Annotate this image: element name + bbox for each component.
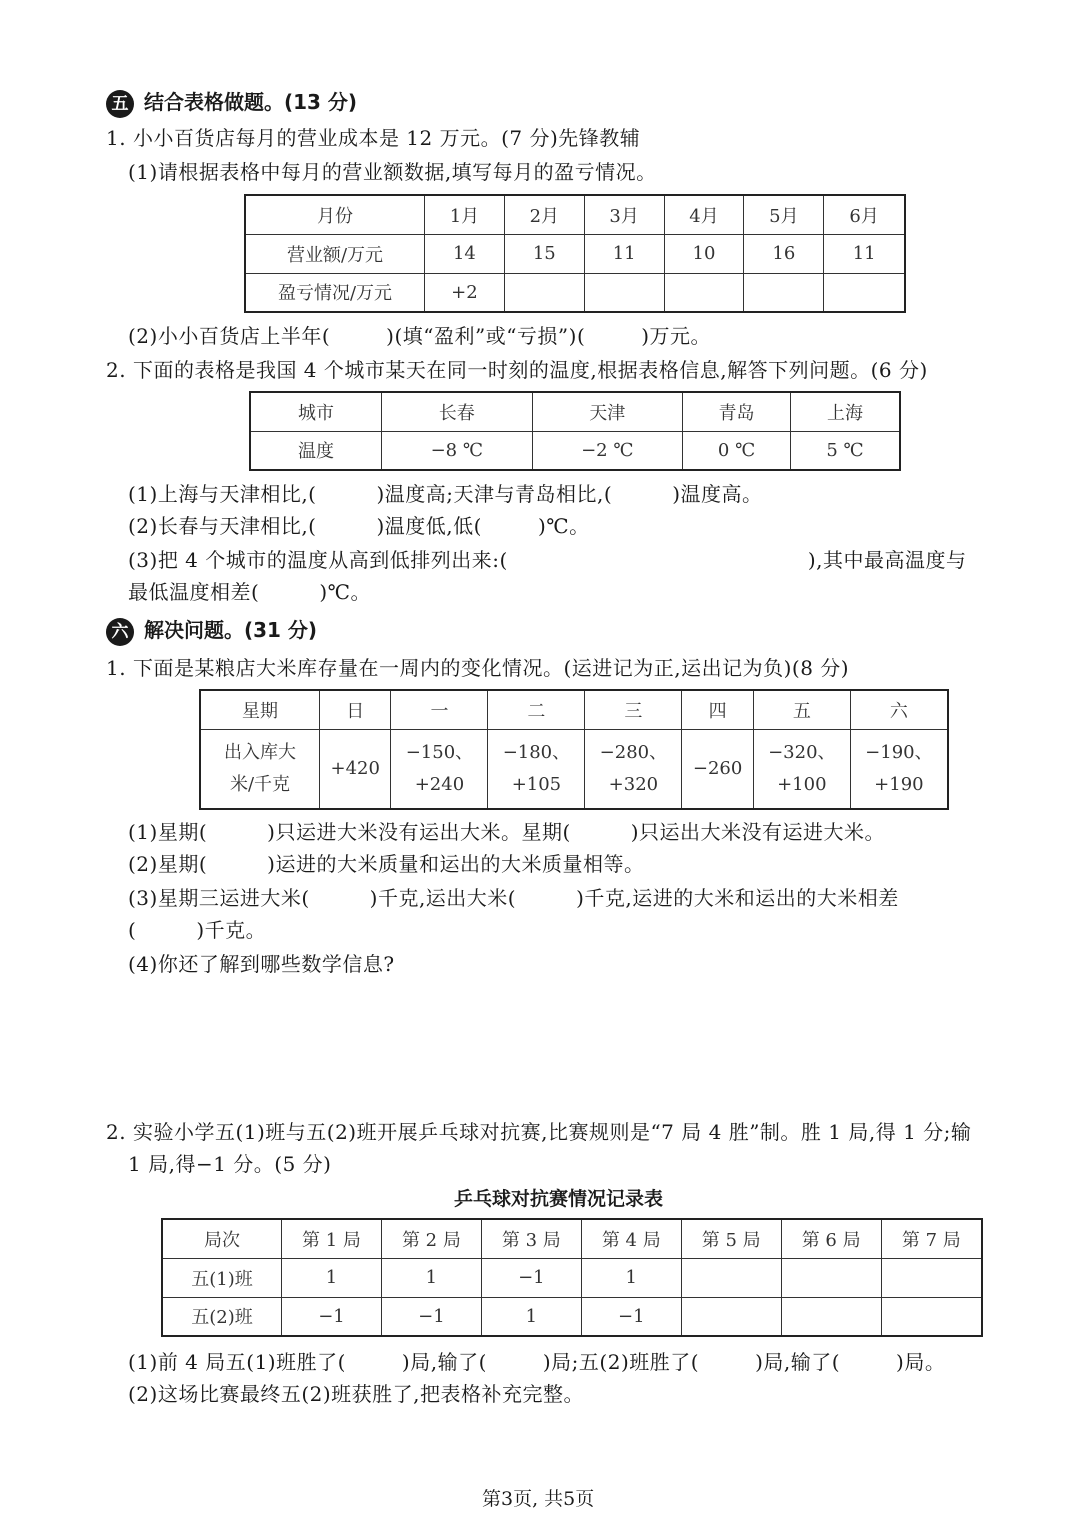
- table-header-cell: 青岛: [683, 392, 791, 431]
- table-cell: 14: [425, 234, 505, 273]
- table-header-cell: 5月: [744, 195, 824, 234]
- table-header-cell: 6月: [824, 195, 905, 234]
- table-header-cell: 第 2 局: [381, 1219, 481, 1258]
- table-cell: [320, 729, 391, 809]
- cell-line: −280、: [599, 741, 668, 763]
- s6-q2-stem-a: 2. 实验小学五(1)班与五(2)班开展乒乓球对抗赛,比赛规则是“7 局 4 胜”制。胜 1 局,得 1 分;输: [106, 1120, 972, 1144]
- text-part: )℃。: [537, 514, 590, 538]
- text-part: (2)星期(: [128, 852, 208, 876]
- table-header-cell: 局次: [162, 1219, 282, 1258]
- table-row-label: [200, 729, 320, 809]
- answer-cell[interactable]: [824, 273, 905, 312]
- table-cell: 1: [581, 1258, 681, 1297]
- table-cell: [391, 729, 488, 809]
- s5-q1-sub2: [128, 322, 711, 350]
- table-header-cell: 4月: [664, 195, 744, 234]
- text-part: )千克。: [196, 918, 267, 942]
- label-line: 米/千克: [229, 773, 291, 795]
- text-part: (1)上海与天津相比,(: [128, 482, 317, 506]
- table-cell: 1: [282, 1258, 382, 1297]
- text-part: (3)星期三运进大米(: [128, 886, 310, 910]
- s5-q2-sub3a: [128, 546, 966, 574]
- s6-q1-sub1: [128, 818, 885, 846]
- table-header-cell: 第 1 局: [282, 1219, 382, 1258]
- table-header-cell: 上海: [791, 392, 900, 431]
- table-cell: 五(1)班: [162, 1258, 282, 1297]
- text-part: (1)前 4 局五(1)班胜了(: [128, 1350, 346, 1374]
- table-cell: [488, 729, 585, 809]
- cell-line: −260: [692, 757, 743, 779]
- cell-line: −190、: [865, 741, 933, 763]
- answer-cell[interactable]: [681, 1258, 781, 1297]
- section-6-title: 解决问题。(31 分): [144, 618, 318, 642]
- table-header-cell: 一: [391, 690, 488, 729]
- page-footer: 第3页, 共5页: [482, 1488, 595, 1510]
- table-header-cell: 天津: [532, 392, 683, 431]
- answer-cell[interactable]: [881, 1297, 982, 1336]
- table-cell: +2: [425, 273, 505, 312]
- s5-q1-stem: 1. 小小百货店每月的营业成本是 12 万元。(7 分)先锋教辅: [106, 126, 641, 150]
- text-part: )千克,运出大米(: [369, 886, 517, 910]
- text-part: )只运出大米没有运进大米。: [630, 820, 886, 844]
- text-part: )运进的大米质量和运出的大米质量相等。: [267, 852, 645, 876]
- text-part: (2)小小百货店上半年(: [128, 324, 331, 348]
- cell-line: −320、: [768, 741, 836, 763]
- table-header-cell: 三: [585, 690, 682, 729]
- table-header-cell: 长春: [382, 392, 533, 431]
- text-part: )(填“盈利”或“亏损”)(: [386, 324, 586, 348]
- text-part: )温度高。: [672, 482, 763, 506]
- cell-line: +320: [608, 773, 659, 795]
- table-header-cell: 星期: [200, 690, 320, 729]
- answer-cell[interactable]: [681, 1297, 781, 1336]
- table-cell: [850, 729, 948, 809]
- s6-q2-stem-b: 1 局,得−1 分。(5 分): [128, 1152, 332, 1176]
- temperature-table: [249, 391, 901, 471]
- text-part: )局,输了(: [401, 1350, 487, 1374]
- cell-line: −150、: [405, 741, 474, 763]
- table-cell: 11: [824, 234, 905, 273]
- s5-q2-sub1: [128, 480, 763, 508]
- section-6-badge: 六: [106, 618, 134, 646]
- answer-cell[interactable]: [664, 273, 744, 312]
- text-part: ),其中最高温度与: [807, 548, 967, 572]
- text-part: 最低温度相差(: [128, 580, 260, 604]
- s5-q1-sub1: (1)请根据表格中每月的营业额数据,填写每月的盈亏情况。: [128, 160, 657, 184]
- table-cell: 10: [664, 234, 744, 273]
- table-header-cell: 第 6 局: [781, 1219, 881, 1258]
- s6-q1-sub4: (4)你还了解到哪些数学信息?: [128, 952, 395, 976]
- table-header-cell: 1月: [425, 195, 505, 234]
- table-cell: 五(2)班: [162, 1297, 282, 1336]
- cell-line: −180、: [502, 741, 571, 763]
- cell-line: +100: [777, 773, 827, 795]
- table-cell: [682, 729, 753, 809]
- table-cell: 11: [584, 234, 664, 273]
- section-6-header: [106, 616, 317, 646]
- s5-q2-stem: 2. 下面的表格是我国 4 个城市某天在同一时刻的温度,根据表格信息,解答下列问题。(6 分): [106, 358, 928, 382]
- table-cell: 16: [744, 234, 824, 273]
- text-part: )局,输了(: [755, 1350, 841, 1374]
- table-cell: 温度: [250, 431, 382, 470]
- table-cell: 1: [481, 1297, 581, 1336]
- table-header-cell: 二: [488, 690, 585, 729]
- table-header-cell: 月份: [245, 195, 425, 234]
- table-cell: 盈亏情况/万元: [245, 273, 425, 312]
- table-header-cell: 五: [753, 690, 850, 729]
- table-cell: [585, 729, 682, 809]
- answer-cell[interactable]: [881, 1258, 982, 1297]
- answer-cell[interactable]: [781, 1258, 881, 1297]
- table-cell: 0 ℃: [683, 431, 791, 470]
- answer-cell[interactable]: [504, 273, 584, 312]
- section-5-header: [106, 88, 357, 118]
- table-header-cell: 第 3 局: [481, 1219, 581, 1258]
- table-header-cell: 日: [320, 690, 391, 729]
- text-part: )千克,运进的大米和运出的大米相差: [576, 886, 899, 910]
- s6-q1-sub3a: [128, 884, 899, 912]
- table-header-cell: 3月: [584, 195, 664, 234]
- pingpong-table: [161, 1218, 983, 1337]
- table-cell: [753, 729, 850, 809]
- table-cell: −2 ℃: [532, 431, 683, 470]
- text-part: (1)星期(: [128, 820, 208, 844]
- label-line: 出入库大: [224, 741, 296, 763]
- s6-q2-sub1: [128, 1348, 945, 1376]
- table-header-cell: 2月: [504, 195, 584, 234]
- table-header-cell: 第 7 局: [881, 1219, 982, 1258]
- table-cell: 营业额/万元: [245, 234, 425, 273]
- table-cell: −1: [481, 1258, 581, 1297]
- cell-line: +240: [414, 773, 465, 795]
- table-cell: −1: [581, 1297, 681, 1336]
- text-part: )温度低,低(: [376, 514, 482, 538]
- text-part: )℃。: [319, 580, 371, 604]
- table-cell: 15: [504, 234, 584, 273]
- table-cell: 5 ℃: [791, 431, 900, 470]
- table-cell: −1: [282, 1297, 382, 1336]
- s5-q2-sub2: [128, 512, 590, 540]
- table-header-cell: 四: [682, 690, 753, 729]
- answer-cell[interactable]: [781, 1297, 881, 1336]
- table-header-cell: 第 5 局: [681, 1219, 781, 1258]
- s6-q2-sub2: (2)这场比赛最终五(2)班获胜了,把表格补充完整。: [128, 1382, 585, 1406]
- answer-cell[interactable]: [744, 273, 824, 312]
- text-part: )温度高;天津与青岛相比,(: [376, 482, 613, 506]
- section-5-badge: 五: [106, 90, 134, 118]
- table-title: 乒乓球对抗赛情况记录表: [454, 1188, 664, 1210]
- cell-line: +105: [511, 773, 562, 795]
- cell-line: +190: [874, 773, 924, 795]
- text-part: )只运进大米没有运出大米。星期(: [267, 820, 571, 844]
- s5-q2-sub3b: [128, 578, 371, 606]
- table-header-cell: 第 4 局: [581, 1219, 681, 1258]
- section-5-title: 结合表格做题。(13 分): [144, 90, 358, 114]
- text-part: )局;五(2)班胜了(: [542, 1350, 700, 1374]
- text-part: )万元。: [641, 324, 712, 348]
- text-part: (: [128, 918, 137, 942]
- table-cell: −1: [381, 1297, 481, 1336]
- table-cell: −8 ℃: [382, 431, 533, 470]
- rice-table: [199, 689, 949, 810]
- table-header-cell: 六: [850, 690, 948, 729]
- s6-q1-stem: 1. 下面是某粮店大米库存量在一周内的变化情况。(运进记为正,运出记为负)(8 分): [106, 656, 850, 680]
- revenue-table: [244, 194, 906, 313]
- text-part: (2)长春与天津相比,(: [128, 514, 317, 538]
- s6-q1-sub2: [128, 850, 644, 878]
- text-part: )局。: [896, 1350, 946, 1374]
- table-cell: 1: [381, 1258, 481, 1297]
- text-part: (3)把 4 个城市的温度从高到低排列出来:(: [128, 548, 508, 572]
- s6-q1-sub3b: [128, 916, 266, 944]
- table-header-cell: 城市: [250, 392, 382, 431]
- cell-line: +420: [330, 757, 380, 779]
- answer-cell[interactable]: [584, 273, 664, 312]
